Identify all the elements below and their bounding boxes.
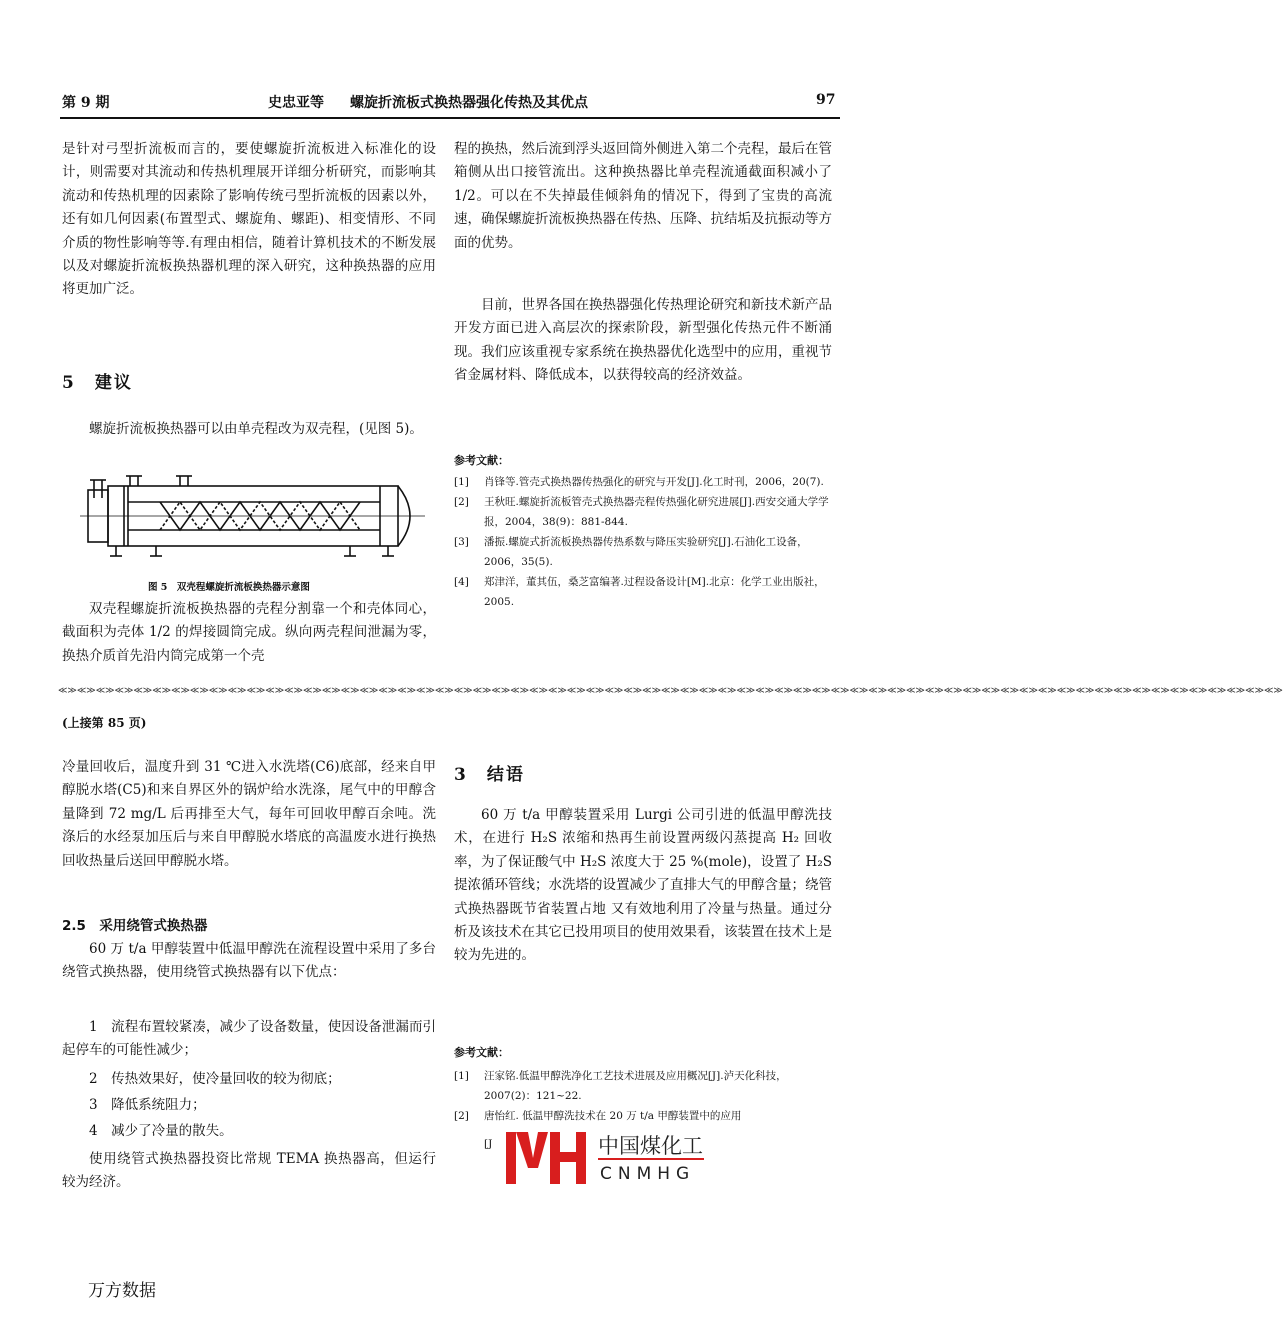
top-right-paragraph-1: 程的换热，然后流到浮头返回筒外侧进入第二个壳程，最后在管箱侧从出口接管流出。这种换热器比单壳程流通截面积减小了 1/2。可以在不失掉最佳倾斜角的情况下，得到了宝贵的高流速，确保螺旋折流板换热器在传热、压降、抗结垢及抗振动等方面的优势。	[454, 141, 832, 251]
top-left-paragraph-3: 双壳程螺旋折流板换热器的壳程分割靠一个和壳体同心，截面积为壳体 1/2 的焊接圆筒完成。纵向两壳程间泄漏为零，换热介质首先沿内筒完成第一个壳	[62, 601, 436, 664]
top-left-paragraph-2: 螺旋折流板换热器可以由单壳程改为双壳程，(见图 5)。	[89, 421, 423, 437]
source-footer: 万方数据	[88, 1281, 156, 1301]
mh-logo-icon	[500, 1128, 592, 1188]
watermark-english-text: CNMHG	[600, 1164, 696, 1184]
reference-item: [2] 王秋旺.螺旋折流板管壳式换热器壳程传热强化研究进展[J].西安交通大学学报，2004，38(9)：881-844.	[454, 496, 829, 528]
bottom-left-paragraph-2: 60 万 t/a 甲醇装置中低温甲醇洗在流程设置中采用了多台绕管式换热器，使用绕管式换热器有以下优点：	[62, 941, 436, 981]
header-authors: 史忠亚等	[268, 95, 324, 111]
reference-item: [3] 潘振.螺旋式折流板换热器传热系数与降压实验研究[J].石油化工设备，2006，35(5).	[454, 536, 808, 568]
page-number: 97	[816, 92, 836, 108]
reference-item: [4] 郑津洋，董其伍，桑芝富编著.过程设备设计[M].北京：化学工业出版社，2005.	[454, 576, 825, 608]
header-title: 螺旋折流板式换热器强化传热及其优点	[350, 95, 588, 111]
cnmhg-watermark-logo	[500, 1128, 710, 1192]
ornamental-divider: ≪≫≪≫≪≫≪≫≪≫≪≫≪≫≪≫≪≫≪≫≪≫≪≫≪≫≪≫≪≫≪≫≪≫≪≫≪≫≪≫≪≫≪≫≪≫≪≫≪≫≪≫≪≫≪≫≪≫≪≫≪≫≪≫≪≫≪≫≪≫≪≫≪≫≪≫≪≫≪≫≪≫≪≫≪≫≪≫≪≫≪≫≪≫≪≫≪≫≪≫≪≫≪≫≪≫≪≫≪≫≪≫≪≫≪≫≪≫≪≫≪≫≪≫≪≫≪≫≪≫	[58, 686, 1283, 696]
reference-item: [1] 肖锋等.管壳式换热器传热强化的研究与开发[J].化工时刊，2006，20(7).	[454, 476, 824, 488]
figure-5-caption: 图 5 双壳程螺旋折流板换热器示意图	[148, 582, 310, 593]
issue-number: 第 9 期	[62, 95, 110, 111]
watermark-underline	[598, 1158, 704, 1160]
section-5-heading: 5 建议	[62, 373, 133, 393]
subsection-2-5-heading: 2.5 采用绕管式换热器	[62, 918, 208, 934]
continued-from-note: (上接第 85 页)	[62, 716, 147, 730]
advantage-item-1: 1 流程布置较紧凑，减少了设备数量，使因设备泄漏而引起停车的可能性减少；	[62, 1019, 436, 1059]
bottom-left-paragraph-3: 使用绕管式换热器投资比常规 TEMA 换热器高，但运行较为经济。	[62, 1151, 436, 1191]
references-list-bottom	[454, 1066, 832, 1126]
references-list-top	[454, 472, 832, 612]
figure-5-diagram	[80, 472, 425, 572]
top-right-paragraph-2: 目前，世界各国在换热器强化传热理论研究和新技术新产品开发方面已进入高层次的探索阶段，新型强化传热元件不断涌现。我们应该重视专家系统在换热器优化选型中的应用，重视节省金属材料、降低成本，以获得较高的经济效益。	[454, 297, 832, 384]
reference-item: [2] 唐怡红. 低温甲醇洗技术在 20 万 t/a 甲醇装置中的应用	[454, 1110, 742, 1122]
header-rule	[60, 117, 840, 119]
section-3-heading: 3 结语	[454, 765, 525, 785]
references-title-bottom: 参考文献：	[454, 1046, 509, 1059]
advantage-item-2: 2 传热效果好，使冷量回收的较为彻底；	[89, 1071, 341, 1087]
reference-item: [1] 汪家铭.低温甲醇洗净化工艺技术进展及应用概况[J].泸天化科技，2007(2)：121~22.	[454, 1070, 787, 1102]
advantage-item-4: 4 减少了冷量的散失。	[89, 1123, 233, 1139]
advantage-item-3: 3 降低系统阻力；	[89, 1097, 206, 1113]
references-title-top: 参考文献：	[454, 454, 509, 467]
reference-2-continuation: [J	[484, 1138, 493, 1150]
bottom-right-paragraph-1: 60 万 t/a 甲醇装置采用 Lurgi 公司引进的低温甲醇洗技术，在进行 H₂S 浓缩和热再生前设置两级闪蒸提高 H₂ 回收率，为了保证酸气中 H₂S 浓度大于 25 %(mole)，设置了 H₂S 提浓循环管线；水洗塔的设置减少了直排大气的甲醇含量；绕管式换热器既节省装置占地 又有效地利用了冷量与热量。通过分析及该技术在其它已投用项目的使用效果看，该装置在技术上是较为先进的。	[454, 807, 832, 964]
top-left-paragraph-1: 是针对弓型折流板而言的，要使螺旋折流板进入标准化的设计，则需要对其流动和传热机理展开详细分析研究，而影响其流动和传热机理的因素除了影响传统弓型折流板的因素以外，还有如几何因素(布置型式、螺旋角、螺距)、相变情形、不同介质的物性影响等等.有理由相信，随着计算机技术的不断发展以及对螺旋折流板换热器机理的深入研究，这种换热器的应用将更加广泛。	[62, 141, 436, 298]
watermark-chinese-text: 中国煤化工	[598, 1134, 703, 1158]
bottom-left-paragraph-1: 冷量回收后，温度升到 31 ℃进入水洗塔(C6)底部，经来自甲醇脱水塔(C5)和来自界区外的锅炉给水洗涤，尾气中的甲醇含量降到 72 mg/L 后再排至大气，每年可回收甲醇百余吨。洗涤后的水经泵加压后与来自甲醇脱水塔底的高温废水进行换热回收热量后送回甲醇脱水塔。	[62, 759, 436, 869]
